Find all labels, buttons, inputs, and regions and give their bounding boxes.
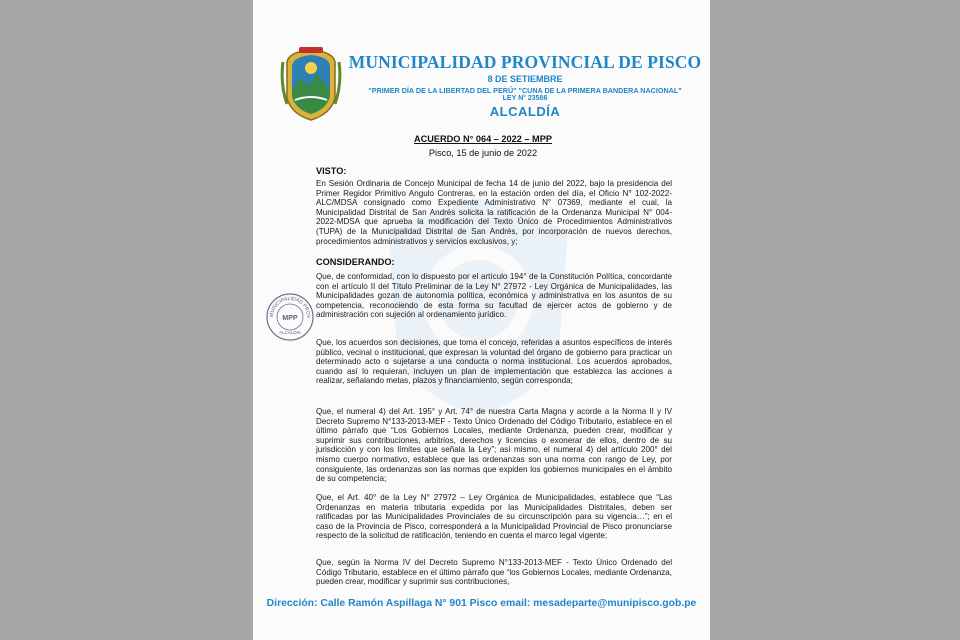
motto-line: "PRIMER DÍA DE LA LIBERTAD DEL PERÚ" "CUNA DE LA PRIMERA BANDERA NACIONAL" [368,86,682,95]
document-page [253,0,710,640]
considerando-paragraph: Que, según la Norma IV del Decreto Supremo N°133-2013-MEF - Texto Único Ordenado del Código Tributario, establece en el último párrafo que “los Gobiernos Locales, mediante Ordenanza, pueden crear, modificar y suprimir sus contribuciones, [316,558,672,587]
place-date: Pisco, 15 de junio de 2022 [428,148,538,158]
considerando-paragraph: Que, el Art. 40° de la Ley N° 27972 – Ley Orgánica de Municipalidades, establece que “Las Ordenanzas en materia tributaria expedida por las Municipalidades Distritales, deben ser ratificadas por las Municipalidades Provinciales de su circunscripción para su vigencia…”; en el caso de la Provincia de Pisco, corresponderá a la Municipalidad Provincial de Pisco pronunciarse respecto de la solicitud de ratificación, teniendo en cuenta el marco legal vigente; [316,493,672,541]
office-heading: ALCALDÍA [489,104,561,119]
visto-paragraph: En Sesión Ordinaria de Concejo Municipal de fecha 14 de junio del 2022, bajo la presidencia del Primer Regidor Primitivo Angulo Contreras, en la estación orden del día, el Oficio N° 102-2022-ALC/MDSA consignado como Expediente Administrativo N° 07369, mediante el cual, la Municipalidad Distrital de San Andrés solicita la ratificación de la Ordenanza Municipal N° 004-2022-MDSA que aprueba la modificación del Texto Único de Procedimientos Administrativos (TUPA) de la Municipalidad Distrital de San Andrés, por incorporación de nuevos derechos, procedimientos administrativos y servicios exclusivos, y; [316,179,672,246]
official-stamp-icon [265,292,315,342]
visto-heading: VISTO: [316,166,347,176]
stamp-bottom-text: ALCALDÍA [279,330,301,335]
stamp-ring-text: MUNICIPALIDAD PROV [268,295,312,319]
stamp-center-text: MPP [282,315,298,322]
considerando-heading: CONSIDERANDO: [316,257,395,267]
founding-date-line: 8 DE SETIEMBRE [487,74,563,84]
law-line: LEY N° 23586 [502,95,548,102]
institution-title: MUNICIPALIDAD PROVINCIAL DE PISCO [348,52,702,72]
considerando-paragraph: Que, los acuerdos son decisiones, que toma el concejo, referidas a asuntos específicos de interés público, vecinal o institucional, que expresan la voluntad del órgano de gobierno para practicar un determinado acto o sujetarse a una conducta o norma institucional. Los acuerdos aprobados, cuando así lo requieran, incluyen un plan de implementación que establezca las acciones a realizar, señalando metas, plazos y financiamiento, según corresponda; [316,338,672,386]
footer-address: Dirección: Calle Ramón Aspillaga N° 901 Pisco email: mesadeparte@munipisco.gob.pe [266,598,697,609]
municipal-coat-of-arms-icon [279,44,343,124]
considerando-paragraph: Que, el numeral 4) del Art. 195° y Art. 74° de nuestra Carta Magna y acorde a la Norma II y IV Decreto Supremo N°133-2013-MEF - Texto Único Ordenado del Código Tributario, establece en el último párrafo que “Los Gobiernos Locales, mediante Ordenanza, pueden crear, modificar y suprimir sus contribuciones, arbitrios, derechos y licencias o exonerar de ellos, dentro de su jurisdicción y con los límites que señala la Ley”; así mismo, el numeral 4) del artículo 200° del mismo cuerpo normativo, establece que las ordenanzas son una norma con rango de Ley, por consiguiente, las ordenanzas son las normas que expiden los gobiernos municipales en el ámbito de su competencia; [316,407,672,484]
agreement-number: ACUERDO N° 064 – 2022 – MPP [414,134,552,144]
considerando-paragraph: Que, de conformidad, con lo dispuesto por el artículo 194° de la Constitución Política, concordante con el artículo II del Título Preliminar de la Ley N° 27972 - Ley Orgánica de Municipalidades, las Municipalidades gozan de autonomía política, económica y administrativa en los asuntos de su competencia, reconociendo de esta forma su facultad de ejercer actos de gobierno y de administración con sujeción al ordenamiento jurídico. [316,272,672,320]
